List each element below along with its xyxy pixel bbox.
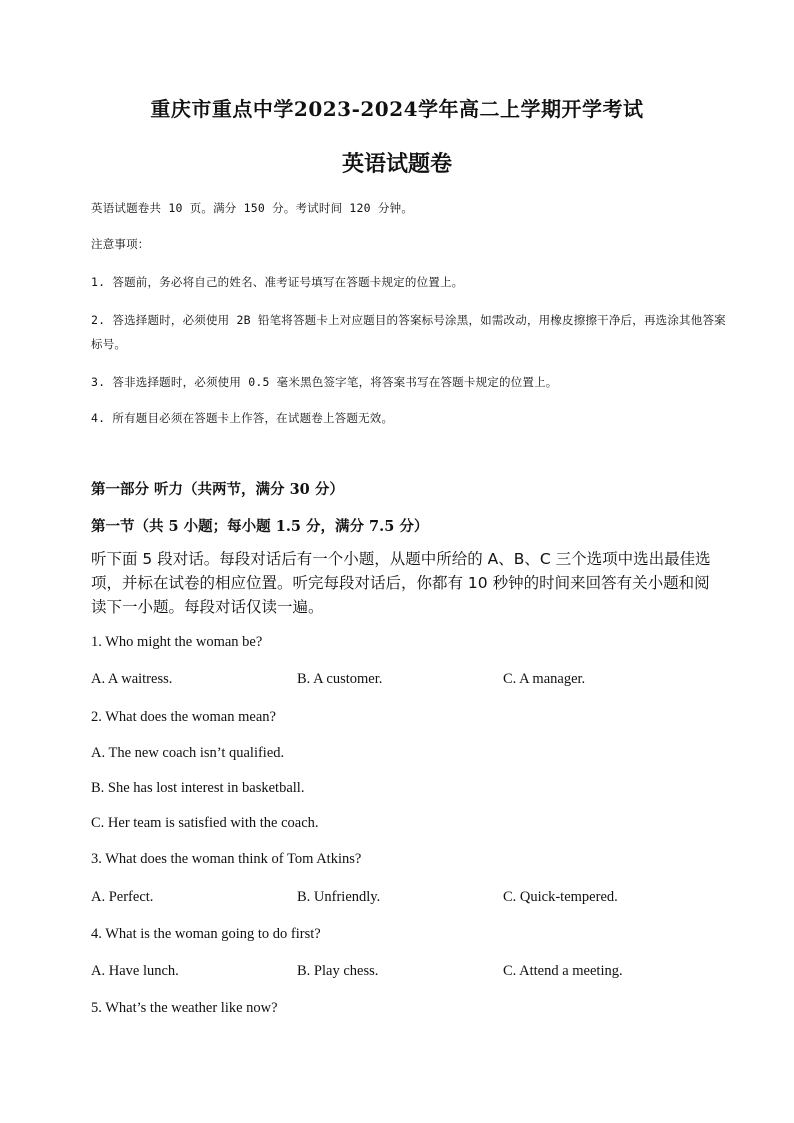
section1-heading: 第一节（共 5 小题；每小题 1.5 分，满分 7.5 分） (91, 518, 429, 535)
question-1-option-b: B. A customer. (297, 671, 383, 687)
notice-heading: 注意事项： (91, 237, 150, 251)
question-3-option-b: B. Unfriendly. (297, 889, 381, 905)
question-4-option-b: B. Play chess. (297, 963, 379, 979)
question-3-stem: 3. What does the woman think of Tom Atkins? (91, 851, 362, 867)
question-2-stem: 2. What does the woman mean? (91, 709, 276, 725)
question-3-option-c: C. Quick-tempered. (503, 889, 618, 905)
question-1-option-c: C. A manager. (503, 671, 586, 687)
question-4-stem: 4. What is the woman going to do first? (91, 926, 321, 942)
exam-title: 重庆市重点中学2023-2024学年高二上学期开学考试 (150, 97, 644, 121)
question-2-option-a: A. The new coach isn’t qualified. (91, 745, 285, 761)
question-1-option-a: A. A waitress. (91, 671, 173, 687)
notice-item-1: 1. 答题前，务必将自己的姓名、准考证号填写在答题卡规定的位置上。 (91, 275, 464, 289)
notice-item-4: 4. 所有题目必须在答题卡上作答，在试题卷上答题无效。 (91, 411, 394, 425)
question-3-option-a: A. Perfect. (91, 889, 154, 905)
question-2-option-c: C. Her team is satisfied with the coach. (91, 815, 319, 831)
question-5-stem: 5. What’s the weather like now? (91, 1000, 278, 1016)
notice-item-3: 3. 答非选择题时，必须使用 0.5 毫米黑色签字笔，将答案书写在答题卡规定的位置上。 (91, 375, 558, 389)
exam-subtitle: 英语试题卷 (341, 151, 452, 177)
question-4-option-c: C. Attend a meeting. (503, 963, 623, 979)
question-2-option-b: B. She has lost interest in basketball. (91, 780, 305, 796)
listening-instructions: 听下面 5 段对话。每段对话后有一个小题，从题中所给的 A、B、C 三个选项中选出最佳选项，并标在试卷的相应位置。听完每段对话后，你都有 10 秒钟的时间来回答有关小题和阅读下一小题。每段对话仅读一遍。 (91, 550, 711, 616)
notice-intro: 英语试题卷共 10 页。满分 150 分。考试时间 120 分钟。 (91, 201, 414, 215)
question-1-stem: 1. Who might the woman be? (91, 634, 263, 650)
part1-heading: 第一部分 听力（共两节，满分 30 分） (91, 481, 344, 498)
notice-item-2: 2. 答选择题时，必须使用 2B 铅笔将答题卡上对应题目的答案标号涂黑，如需改动，用橡皮擦擦干净后，再选涂其他答案标号。 (91, 313, 726, 351)
question-4-option-a: A. Have lunch. (91, 963, 179, 979)
